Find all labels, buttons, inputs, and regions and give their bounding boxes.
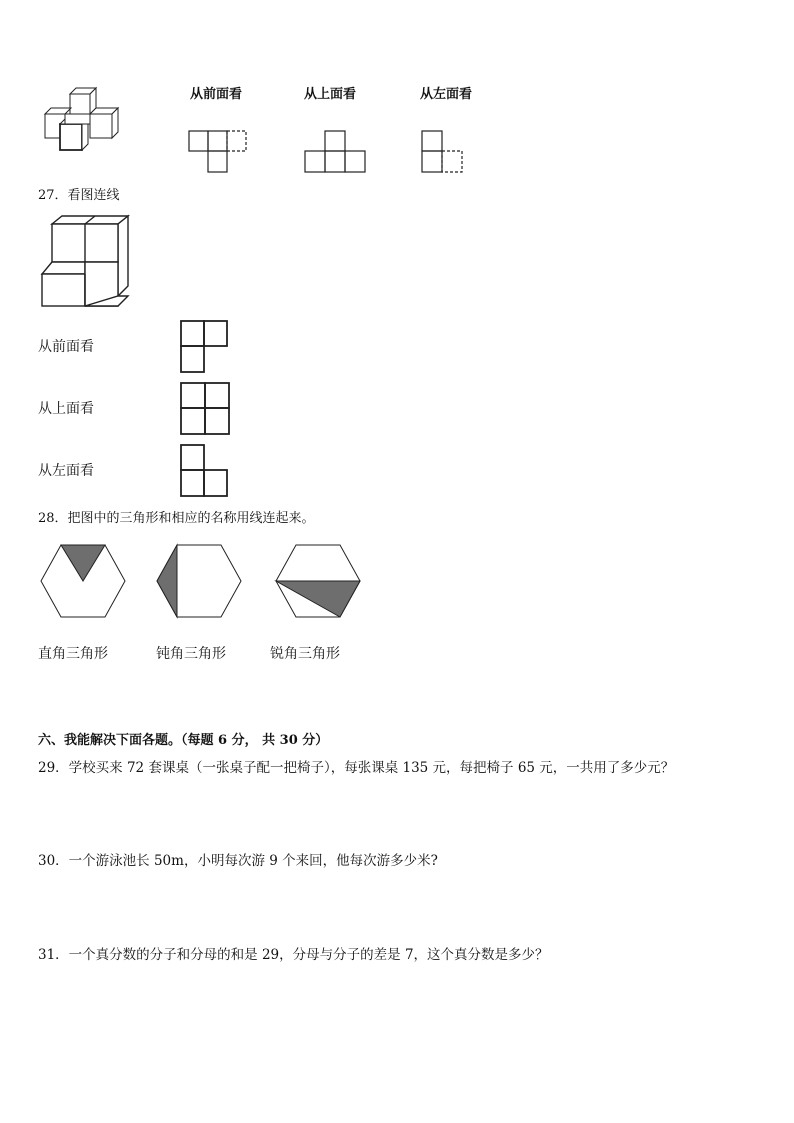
section-6-heading: 六、我能解决下面各题。（每题 6 分， 共 30 分） [38, 733, 329, 748]
q27-grid-b [180, 382, 232, 436]
triangle-name-acute: 锐角三角形 [270, 646, 340, 662]
view-label-left: 从左面看 [420, 87, 473, 102]
q27-option-front: 从前面看 [38, 339, 94, 355]
question-29: 29．学校买来 72 套课桌（一张桌子配一把椅子），每张课桌 135 元，每把椅子 65 元，一共用了多少元？ [38, 760, 675, 776]
front-view-grid [188, 130, 248, 174]
left-view-grid [421, 130, 465, 174]
question-31: 31．一个真分数的分子和分母的和是 29，分母与分子的差是 7，这个真分数是多少？ [38, 947, 549, 963]
hexagon-right-triangle [40, 544, 126, 618]
q27-option-top: 从上面看 [38, 401, 94, 417]
top-view-grid [304, 130, 366, 174]
hexagon-acute-triangle [275, 544, 361, 618]
hexagon-obtuse-triangle [156, 544, 242, 618]
triangle-name-obtuse: 钝角三角形 [156, 646, 226, 662]
q27-grid-a [180, 320, 230, 374]
triangle-name-right: 直角三角形 [38, 646, 108, 662]
q27-grid-c [180, 444, 230, 498]
q27-title: 27．看图连线 [38, 188, 120, 203]
l-shaped-solid-figure [38, 216, 130, 310]
cube-stack-figure [40, 84, 130, 154]
q27-option-left: 从左面看 [38, 463, 94, 479]
question-30: 30．一个游泳池长 50m，小明每次游 9 个来回，他每次游多少米? [38, 853, 438, 869]
q28-title: 28．把图中的三角形和相应的名称用线连起来。 [38, 511, 315, 526]
view-label-top: 从上面看 [304, 87, 357, 102]
view-label-front: 从前面看 [190, 87, 243, 102]
